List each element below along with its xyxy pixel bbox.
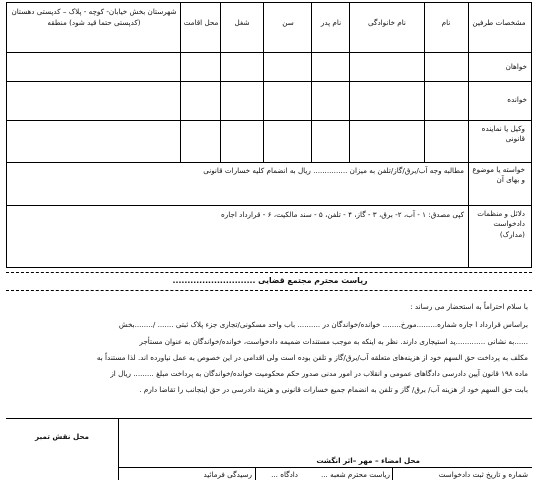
letter-line: ماده ۱۹۸ قانون آیین دادرسی دادگاهای عمومی و انقلاب در امور مدنی صدور حکم محکومیت خوانده/خواندگان به پرداخت مبلغ ......... ریال از <box>110 369 528 378</box>
header-address: شهرستان بخش خیابان- کوچه - پلاک – کدپستی دهستان (کدپستی حتما قید شود) منطقه <box>11 7 177 28</box>
registration-label: شماره و تاریخ ثبت دادخواست <box>438 470 528 479</box>
referral-box-divider <box>255 467 256 480</box>
col-line <box>180 2 181 162</box>
row-label-subject: خواسته یا موضوع و بهای آن <box>472 165 525 185</box>
row-label-evidence: دلائل و منظمات دادخواست (مدارک) <box>477 209 525 239</box>
row-line <box>6 162 532 163</box>
col-line <box>424 2 425 162</box>
stamp-area-label: محل نقش تمبر <box>34 432 89 441</box>
letter-heading: ریاست محترم مجتمع قضایی ............................ <box>172 276 368 285</box>
row-line <box>6 120 532 121</box>
header-father-name: نام پدر <box>320 18 342 27</box>
signature-label: محل امضاء – مهر –اثر انگشت <box>316 456 420 465</box>
table-border-top <box>6 2 532 3</box>
court-label: دادگاه ... <box>271 470 298 479</box>
row-label-respondent: خوانده <box>507 95 527 104</box>
row-label-attorney: وکیل یا نماینده قانونی <box>481 124 525 144</box>
separator-line <box>6 272 532 273</box>
row-line <box>6 81 532 82</box>
referral-box-divider <box>392 467 393 480</box>
col-line <box>349 2 350 162</box>
letter-line: ......به نشانی .............ید استیجاری دارند. نظر به اینکه به موجب مستندات ضمیمه دادخواست، خوانده/خواندگان به عنوان مستأجر <box>139 337 528 346</box>
col-line <box>220 2 221 162</box>
branch-label: ریاست محترم شعبه ... <box>320 470 390 479</box>
header-last-name: نام خانوادگی <box>368 18 406 27</box>
letter-line: براساس قرارداد ا جاره شماره.........مورخ........ خوانده/خواندگان در .......... باب واحد مسکونی/تجاری جزء پلاک ثبتی ....... /........بخش <box>118 320 528 329</box>
table-border-bottom <box>6 267 532 268</box>
separator-line <box>6 290 532 291</box>
header-parties: مشخصات طرفین <box>472 18 526 27</box>
header-residence: محل اقامت <box>183 18 219 27</box>
col-line <box>468 2 469 267</box>
letter-line: مکلف به پرداخت حق السهم خود از هزینه‌های متعلقه آب/برق/گاز و تلفن بوده است ولی اقدامی در این خصوص به عمل نیاورده اند. لذا مستنداً به <box>96 353 528 362</box>
stamp-box-divider <box>118 418 119 480</box>
col-line <box>311 2 312 162</box>
col-line <box>263 2 264 162</box>
row-line <box>6 52 532 53</box>
row-line <box>6 205 532 206</box>
letter-greeting: با سلام احتراماً به استحضار می رساند : <box>410 302 528 311</box>
header-job: شغل <box>234 18 250 27</box>
row-label-petitioner: خواهان <box>505 62 527 71</box>
subject-text: مطالبه وجه آب/برق/گاز/تلفن به میزان ............... ریال به انضمام کلیه خسارات قانونی <box>203 166 464 175</box>
evidence-text: کپی مصدق: ۱ - آب، ۲- برق، ۳ - گاز، ۴ - تلفن، ۵ - سند مالکیت، ۶ - قرارداد اجاره <box>221 210 464 219</box>
header-first-name: نام <box>441 18 451 27</box>
footer-top-line <box>6 418 532 419</box>
table-border-left <box>6 2 7 267</box>
letter-line: بابت حق السهم خود از هزینه آب/ برق/ گاز و تلفن به انضمام جمیع خسارات قانونی و هزینة دادرسی در حق اینجانب را تقاضا دارم . <box>139 385 528 394</box>
header-age: سن <box>282 18 294 27</box>
referral-box-top <box>118 467 532 468</box>
table-border-right <box>531 2 532 267</box>
referral-label: رسیدگی فرمائید <box>203 470 252 479</box>
